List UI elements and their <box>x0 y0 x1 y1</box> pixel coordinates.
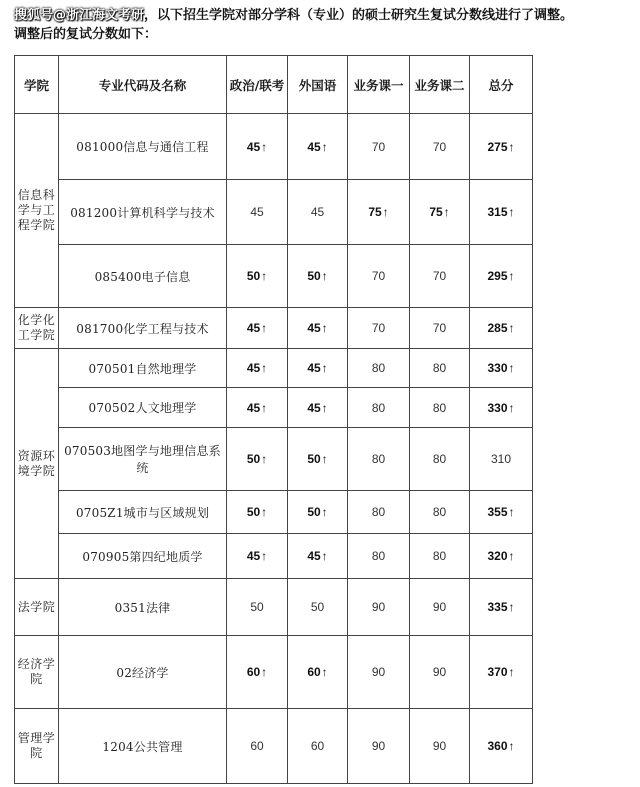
politics-cell: 45↑ <box>227 534 288 579</box>
politics-cell: 45↑ <box>227 114 288 180</box>
foreign-cell: 45↑ <box>288 534 348 579</box>
up-arrow-icon: ↑ <box>508 361 515 375</box>
intro-paragraph <box>14 6 634 44</box>
major-cell: 1204公共管理 <box>59 709 227 784</box>
table-row <box>15 180 533 245</box>
table-row <box>15 308 533 349</box>
college-resource: 资源环境学院 <box>15 349 59 579</box>
politics-cell: 50 <box>227 579 288 636</box>
table-row <box>15 428 533 491</box>
up-arrow-icon: ↑ <box>382 205 389 219</box>
subject1-cell: 80 <box>348 534 410 579</box>
up-arrow-icon: ↑ <box>508 139 515 154</box>
subject2-cell: 80 <box>410 349 470 388</box>
subject1-cell: 75↑ <box>348 180 410 245</box>
table-row <box>15 349 533 388</box>
subject2-cell: 75↑ <box>410 180 470 245</box>
subject2-cell: 90 <box>410 709 470 784</box>
total-cell: 285↑ <box>470 308 533 349</box>
subject1-cell: 90 <box>348 636 410 709</box>
subject1-cell: 80 <box>348 428 410 491</box>
up-arrow-icon: ↑ <box>321 321 328 335</box>
foreign-cell: 50↑ <box>288 245 348 308</box>
total-cell: 275↑ <box>470 114 533 180</box>
major-cell: 02经济学 <box>59 636 227 709</box>
total-cell: 320↑ <box>470 534 533 579</box>
up-arrow-icon: ↑ <box>508 400 515 415</box>
subject1-cell: 80 <box>348 349 410 388</box>
header-major: 专业代码及名称 <box>59 56 227 114</box>
up-arrow-icon: ↑ <box>321 452 328 466</box>
total-cell: 310 <box>470 428 533 491</box>
politics-cell: 45↑ <box>227 308 288 349</box>
subject2-cell: 70 <box>410 308 470 349</box>
subject1-cell: 90 <box>348 709 410 784</box>
major-cell: 081700化学工程与技术 <box>59 308 227 349</box>
politics-cell: 50↑ <box>227 245 288 308</box>
watermark: 搜狐号@浙江海文考研 <box>14 8 145 23</box>
politics-cell: 60 <box>227 709 288 784</box>
major-cell: 081200计算机科学与技术 <box>59 180 227 245</box>
politics-cell: 50↑ <box>227 428 288 491</box>
college-mgmt: 管理学院 <box>15 709 59 784</box>
foreign-cell: 45↑ <box>288 308 348 349</box>
intro-line-1: ，以下招生学院对部分学科（专业）的硕士研究生复试分数线进行了调整。 <box>144 8 574 23</box>
up-arrow-icon: ↑ <box>508 205 515 219</box>
subject2-cell: 90 <box>410 636 470 709</box>
foreign-cell: 60 <box>288 709 348 784</box>
up-arrow-icon: ↑ <box>261 665 268 679</box>
up-arrow-icon: ↑ <box>321 400 328 415</box>
up-arrow-icon: ↑ <box>508 665 515 679</box>
table-row <box>15 636 533 709</box>
subject2-cell: 70 <box>410 114 470 180</box>
college-econ: 经济学院 <box>15 636 59 709</box>
college-law: 法学院 <box>15 579 59 636</box>
politics-cell: 50↑ <box>227 491 288 534</box>
major-cell: 070503地图学与地理信息系统 <box>59 428 227 491</box>
foreign-cell: 45↑ <box>288 114 348 180</box>
table-row <box>15 114 533 180</box>
subject1-cell: 70 <box>348 245 410 308</box>
politics-cell: 45↑ <box>227 388 288 428</box>
subject1-cell: 80 <box>348 491 410 534</box>
up-arrow-icon: ↑ <box>321 665 328 679</box>
up-arrow-icon: ↑ <box>508 321 515 335</box>
politics-cell: 45 <box>227 180 288 245</box>
major-cell: 070502人文地理学 <box>59 388 227 428</box>
total-cell: 295↑ <box>470 245 533 308</box>
total-cell: 335↑ <box>470 579 533 636</box>
foreign-cell: 50↑ <box>288 491 348 534</box>
politics-cell: 45↑ <box>227 349 288 388</box>
subject2-cell: 70 <box>410 245 470 308</box>
college-chem: 化学化工学院 <box>15 308 59 349</box>
up-arrow-icon: ↑ <box>508 505 515 519</box>
major-cell: 0705Z1城市与区域规划 <box>59 491 227 534</box>
up-arrow-icon: ↑ <box>261 361 268 375</box>
up-arrow-icon: ↑ <box>261 400 268 415</box>
up-arrow-icon: ↑ <box>261 139 268 154</box>
up-arrow-icon: ↑ <box>321 269 328 283</box>
header-foreign: 外国语 <box>288 56 348 114</box>
up-arrow-icon: ↑ <box>261 549 268 563</box>
subject1-cell: 70 <box>348 114 410 180</box>
table-row <box>15 534 533 579</box>
subject2-cell: 80 <box>410 388 470 428</box>
total-cell: 330↑ <box>470 388 533 428</box>
header-college: 学院 <box>15 56 59 114</box>
up-arrow-icon: ↑ <box>261 269 268 283</box>
subject1-cell: 70 <box>348 308 410 349</box>
header-total: 总分 <box>470 56 533 114</box>
up-arrow-icon: ↑ <box>321 549 328 563</box>
college-info: 信息科学与工程学院 <box>15 114 59 308</box>
subject1-cell: 90 <box>348 579 410 636</box>
table-row <box>15 491 533 534</box>
total-cell: 370↑ <box>470 636 533 709</box>
subject2-cell: 90 <box>410 579 470 636</box>
table-row <box>15 579 533 636</box>
table-row <box>15 245 533 308</box>
subject2-cell: 80 <box>410 534 470 579</box>
header-row <box>15 56 533 114</box>
up-arrow-icon: ↑ <box>261 505 268 519</box>
foreign-cell: 60↑ <box>288 636 348 709</box>
up-arrow-icon: ↑ <box>508 600 515 614</box>
subject2-cell: 80 <box>410 428 470 491</box>
header-politics: 政治/联考 <box>227 56 288 114</box>
up-arrow-icon: ↑ <box>508 739 515 753</box>
major-cell: 085400电子信息 <box>59 245 227 308</box>
up-arrow-icon: ↑ <box>443 205 450 219</box>
foreign-cell: 50↑ <box>288 428 348 491</box>
foreign-cell: 45 <box>288 180 348 245</box>
total-cell: 330↑ <box>470 349 533 388</box>
total-cell: 360↑ <box>470 709 533 784</box>
up-arrow-icon: ↑ <box>508 549 515 563</box>
major-cell: 081000信息与通信工程 <box>59 114 227 180</box>
foreign-cell: 50 <box>288 579 348 636</box>
subject2-cell: 80 <box>410 491 470 534</box>
foreign-cell: 45↑ <box>288 349 348 388</box>
header-subject2: 业务课二 <box>410 56 470 114</box>
table-row <box>15 388 533 428</box>
up-arrow-icon: ↑ <box>508 269 515 283</box>
foreign-cell: 45↑ <box>288 388 348 428</box>
score-table <box>14 55 533 784</box>
table-row <box>15 709 533 784</box>
subject1-cell: 80 <box>348 388 410 428</box>
major-cell: 0351法律 <box>59 579 227 636</box>
total-cell: 315↑ <box>470 180 533 245</box>
up-arrow-icon: ↑ <box>261 321 268 335</box>
total-cell: 355↑ <box>470 491 533 534</box>
up-arrow-icon: ↑ <box>321 139 328 154</box>
major-cell: 070501自然地理学 <box>59 349 227 388</box>
up-arrow-icon: ↑ <box>321 505 328 519</box>
up-arrow-icon: ↑ <box>261 452 268 466</box>
politics-cell: 60↑ <box>227 636 288 709</box>
up-arrow-icon: ↑ <box>321 361 328 375</box>
major-cell: 070905第四纪地质学 <box>59 534 227 579</box>
intro-line-2: 调整后的复试分数如下： <box>14 27 158 42</box>
header-subject1: 业务课一 <box>348 56 410 114</box>
